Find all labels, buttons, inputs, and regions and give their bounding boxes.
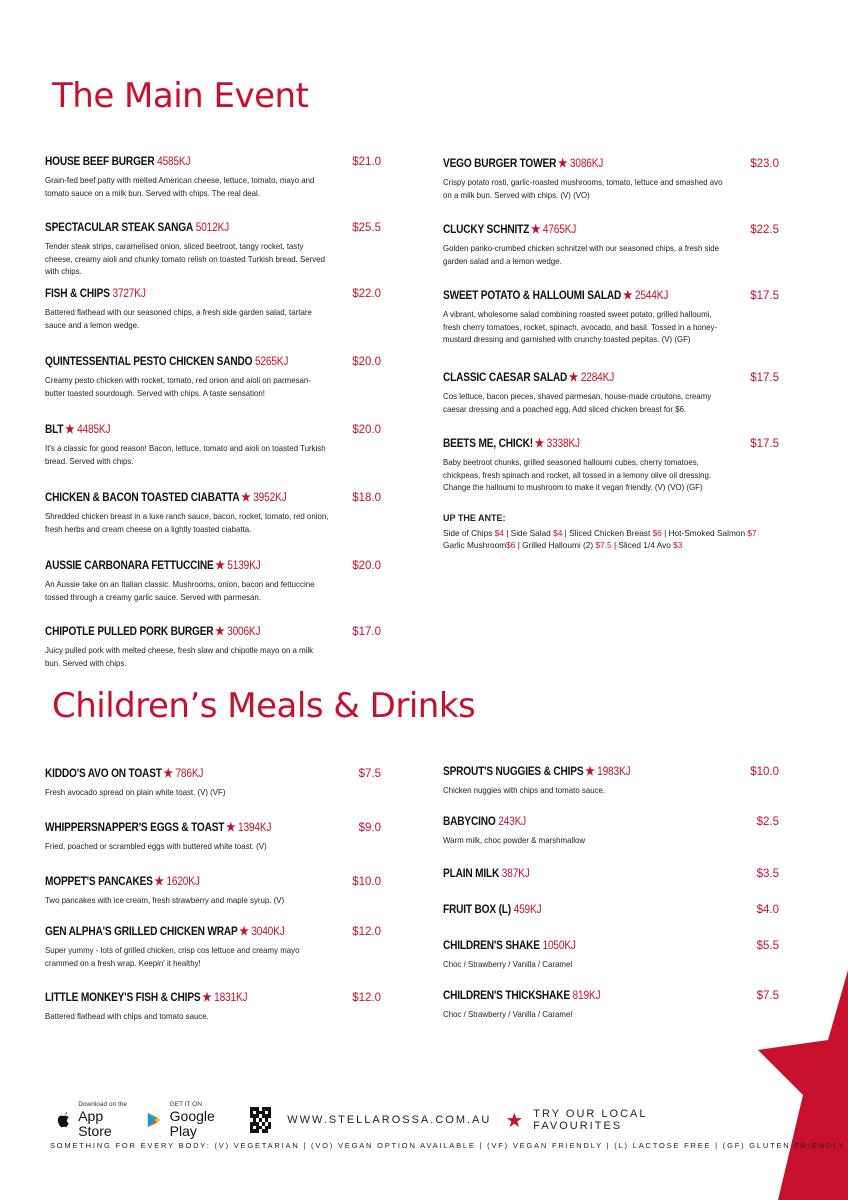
menu-item-name: GEN ALPHA'S GRILLED CHICKEN WRAP xyxy=(45,926,238,938)
menu-item xyxy=(45,356,381,399)
menu-item xyxy=(45,156,381,199)
menu-item-description: A vibrant, wholesome salad combining roasted sweet potato, grilled halloumi, fresh cherry tomatoes, rocket, spinach, avocado, and basil. Tossed in a honey-mustard dressing and garnished with crunchy toasted pepitas. (V) (GF) xyxy=(443,309,718,344)
menu-item xyxy=(443,764,779,797)
star-icon: ★ xyxy=(215,558,225,572)
menu-item-price: $17.5 xyxy=(750,290,779,302)
menu-item-kj: 1983KJ xyxy=(597,766,631,778)
menu-item xyxy=(443,940,779,971)
addon-label: | Hot-Smoked Salmon xyxy=(661,528,748,538)
addon-label: | Sliced 1/4 Avo xyxy=(611,540,674,550)
qr-code-icon[interactable] xyxy=(250,1107,271,1133)
menu-item-price: $20.0 xyxy=(352,356,381,368)
menu-item-kj: 5139KJ xyxy=(227,560,261,572)
menu-item-kj: 459KJ xyxy=(513,904,542,916)
menu-item-title xyxy=(45,766,203,780)
menu-item-name: HOUSE BEEF BURGER xyxy=(45,156,155,168)
menu-item-description: Juicy pulled pork with melted cheese, fresh slaw and chipotle mayo on a milk bun. Served with chips. xyxy=(45,645,314,668)
menu-item-price: $22.0 xyxy=(352,288,381,300)
menu-item xyxy=(45,490,381,535)
menu-item-header xyxy=(45,766,381,780)
menu-item-price: $23.0 xyxy=(750,158,779,170)
menu-item-title xyxy=(45,288,146,300)
menu-item-title xyxy=(45,874,200,888)
star-icon: ★ xyxy=(226,820,236,834)
menu-item-kj: 2284KJ xyxy=(580,372,615,384)
menu-item-kj: 819KJ xyxy=(572,990,601,1002)
menu-item-name: AUSSIE CARBONARA FETTUCCINE xyxy=(45,560,214,572)
menu-item xyxy=(443,816,779,847)
menu-item-price: $3.5 xyxy=(756,868,779,880)
google-play-icon xyxy=(147,1110,161,1130)
menu-item xyxy=(45,874,381,907)
addon-price: $7 xyxy=(747,528,757,538)
menu-item-name: CHILDREN'S THICKSHAKE xyxy=(443,990,570,1002)
menu-item-description: An Aussie take on an Italian classic. Mushrooms, onion, bacon and fettuccine tossed through a creamy garlic sauce. Served with parmesan. xyxy=(45,579,315,602)
menu-item xyxy=(443,370,779,415)
decorative-star-icon xyxy=(758,930,848,1200)
menu-item xyxy=(443,288,779,346)
menu-item-description: Creamy pesto chicken with rocket, tomato, red onion and aioli on parmesan-butter toasted sourdough. Served with chips. A taste sensation! xyxy=(45,375,311,398)
up-the-ante-title: UP THE ANTE: xyxy=(443,513,506,523)
menu-item-title xyxy=(443,816,526,828)
menu-item-name: LITTLE MONKEY'S FISH & CHIPS xyxy=(45,992,201,1004)
menu-item-price: $12.0 xyxy=(352,992,381,1004)
menu-item-name: BLT xyxy=(45,424,64,436)
app-store-text: App Store xyxy=(78,1108,112,1139)
menu-item-description: Battered flathead with our seasoned chips, a fresh side garden salad, tartare sauce and a lemon wedge. xyxy=(45,307,312,330)
menu-item-description: Tender steak strips, caramelised onion, sliced beetroot, tangy rocket, tasty cheese, creamy aioli and chunky tomato relish on toasted Turkish bread. Served with chips. xyxy=(45,241,325,276)
addon-label: | Grilled Halloumi (2) xyxy=(515,540,596,550)
footer xyxy=(56,1100,696,1140)
star-icon: ★ xyxy=(154,874,164,888)
menu-item-header xyxy=(45,624,381,638)
menu-item-title xyxy=(45,222,229,234)
menu-item xyxy=(443,222,779,267)
menu-item-header xyxy=(45,222,381,234)
apple-icon xyxy=(56,1110,70,1130)
menu-item-description: Two pancakes with ice cream, fresh strawberry and maple syrup. (V) xyxy=(45,895,285,905)
addon-price: $6 xyxy=(652,528,662,538)
menu-item-price: $17.5 xyxy=(750,438,779,450)
menu-item-price: $10.0 xyxy=(352,876,381,888)
menu-item-title xyxy=(443,868,530,880)
menu-item xyxy=(443,436,779,494)
children-title: Children’s Meals & Drinks xyxy=(52,686,476,726)
menu-item xyxy=(45,624,381,669)
menu-item-title xyxy=(443,288,668,302)
menu-item-kj: 3952KJ xyxy=(253,492,287,504)
addon-label: | Side Salad xyxy=(503,528,554,538)
menu-item xyxy=(45,924,381,969)
menu-item-description: Fried, poached or scrambled eggs with buttered white toast. (V) xyxy=(45,841,267,851)
menu-item-header xyxy=(45,874,381,888)
up-the-ante xyxy=(443,512,773,551)
menu-item-title xyxy=(443,990,600,1002)
menu-item-price: $20.0 xyxy=(352,560,381,572)
menu-item-header xyxy=(45,558,381,572)
menu-item-title xyxy=(443,904,541,916)
menu-item-kj: 1394KJ xyxy=(238,822,272,834)
app-store-small-text: Download on the xyxy=(78,1101,128,1108)
star-icon: ★ xyxy=(163,766,173,780)
menu-item-name: SWEET POTATO & HALLOUMI SALAD xyxy=(443,290,622,302)
menu-item-description: Choc / Strawberry / Vanilla / Caramel xyxy=(443,1009,573,1019)
menu-item-header xyxy=(45,820,381,834)
menu-item-price: $21.0 xyxy=(352,156,381,168)
menu-item-name: SPROUT'S NUGGIES & CHIPS xyxy=(443,766,584,778)
addon-price: $7.5 xyxy=(595,540,612,550)
menu-item-price: $17.0 xyxy=(352,626,381,638)
menu-item-name: CLASSIC CAESAR SALAD xyxy=(443,372,568,384)
star-icon: ★ xyxy=(622,288,633,302)
menu-item-price: $7.5 xyxy=(358,768,381,780)
menu-item-name: CHICKEN & BACON TOASTED CIABATTA xyxy=(45,492,240,504)
menu-item-name: VEGO BURGER TOWER xyxy=(443,158,557,170)
menu-item-kj: 1620KJ xyxy=(166,876,200,888)
main-event-title: The Main Event xyxy=(52,76,309,116)
menu-item-price: $9.0 xyxy=(358,822,381,834)
website-link[interactable]: WWW.STELLAROSSA.COM.AU xyxy=(287,1114,492,1126)
star-icon: ★ xyxy=(534,436,545,450)
menu-item-description: Battered flathead with chips and tomato sauce. xyxy=(45,1011,209,1021)
menu-item-header xyxy=(443,868,779,880)
menu-item-title xyxy=(45,990,247,1004)
favourites-text: TRY OUR LOCAL FAVOURITES xyxy=(533,1108,648,1132)
menu-item-header xyxy=(443,904,779,916)
menu-item xyxy=(45,766,381,799)
google-play-small-text: GET IT ON xyxy=(169,1101,202,1108)
google-play-badge[interactable] xyxy=(147,1101,230,1139)
menu-item-title xyxy=(45,558,261,572)
menu-item xyxy=(45,422,381,467)
star-icon: ★ xyxy=(530,222,541,236)
menu-item-description: Baby beetroot chunks, grilled seasoned halloumi cubes, cherry tomatoes, chickpeas, fresh spinach and rocket, all tossed in a lemony olive oil dressing. Change the halloumi to mushroom to make it vegan friendly. (V) (VO) (GF) xyxy=(443,457,712,492)
menu-item-header xyxy=(45,356,381,368)
menu-item-name: SPECTACULAR STEAK SANGA xyxy=(45,222,194,234)
menu-item-name: CHILDREN'S SHAKE xyxy=(443,940,540,952)
menu-item xyxy=(45,288,381,331)
menu-item-kj: 5265KJ xyxy=(254,356,289,368)
menu-item-title xyxy=(443,370,614,384)
addon-price: $3 xyxy=(673,540,683,550)
menu-item-description: Fresh avocado spread on plain white toast. (V) (VF) xyxy=(45,787,226,797)
menu-item xyxy=(443,904,779,916)
menu-item-header xyxy=(443,764,779,778)
addon-price: $4 xyxy=(553,528,563,538)
menu-item-title xyxy=(443,436,580,450)
addon-price: $4 xyxy=(494,528,504,538)
menu-item xyxy=(45,990,381,1023)
menu-item-title xyxy=(443,940,576,952)
menu-item-kj: 3338KJ xyxy=(546,438,580,450)
menu-item-name: KIDDO'S AVO ON TOAST xyxy=(45,768,162,780)
menu-item-description: Cos lettuce, bacon pieces, shaved parmesan, house-made croutons, creamy caesar dressing and a poached egg. Add sliced chicken breast for $6. xyxy=(443,391,712,414)
menu-item-header xyxy=(45,288,381,300)
menu-item-title xyxy=(45,820,271,834)
menu-item-description: Super yummy - lots of grilled chicken, crisp cos lettuce and creamy mayo crammed on a fresh wrap. Keepin' it healthy! xyxy=(45,945,300,968)
menu-item-header xyxy=(45,422,381,436)
menu-item-description: Warm milk, choc powder & marshmallow xyxy=(443,835,586,845)
menu-item-title xyxy=(443,222,576,236)
menu-item-price: $20.0 xyxy=(352,424,381,436)
menu-item-header xyxy=(443,288,779,302)
menu-item-header xyxy=(45,924,381,938)
menu-item-kj: 5012KJ xyxy=(195,222,230,234)
menu-item-price: $12.0 xyxy=(352,926,381,938)
menu-item-kj: 4585KJ xyxy=(157,156,191,168)
menu-item-header xyxy=(45,156,381,168)
favourites-tagline xyxy=(505,1108,696,1133)
star-icon: ★ xyxy=(215,624,225,638)
menu-item-name: BEETS ME, CHICK! xyxy=(443,438,533,450)
addon-price: $6 xyxy=(506,540,516,550)
menu-item-description: It's a classic for good reason! Bacon, lettuce, tomato and aioli on toasted Turkish bread. Served with chips. xyxy=(45,443,326,466)
menu-item-price: $4.0 xyxy=(756,904,779,916)
menu-item-kj: 3727KJ xyxy=(112,288,146,300)
menu-item-price: $10.0 xyxy=(750,766,779,778)
menu-item xyxy=(443,868,779,880)
menu-item-description: Shredded chicken breast in a luxe ranch sauce, bacon, rocket, tomato, red onion, fresh herbs and cream cheese on a lightly toasted ciabatta. xyxy=(45,511,329,534)
menu-item-title xyxy=(443,156,603,170)
menu-item-title xyxy=(45,624,260,638)
menu-item-title xyxy=(45,356,288,368)
menu-item-description: Grain-fed beef patty with melted American cheese, lettuce, tomato, mayo and tomato sauce on a milk bun. Served with chips. The real deal. xyxy=(45,175,315,198)
menu-item-description: Golden panko-crumbed chicken schnitzel with our seasoned chips, a fresh side garden salad and a lemon wedge. xyxy=(443,243,720,266)
menu-item-kj: 3040KJ xyxy=(251,926,285,938)
menu-item-title xyxy=(443,764,630,778)
menu-item-name: BABYCINO xyxy=(443,816,496,828)
up-the-ante-line-1 xyxy=(443,527,773,539)
menu-item-title xyxy=(45,924,285,938)
menu-item xyxy=(443,990,779,1021)
menu-item-kj: 2544KJ xyxy=(634,290,669,302)
app-store-badge[interactable] xyxy=(56,1101,127,1139)
menu-item-kj: 1050KJ xyxy=(542,940,576,952)
menu-item xyxy=(443,156,779,201)
menu-item-description: Choc / Strawberry / Vanilla / Caramel xyxy=(443,959,573,969)
menu-item-name: WHIPPERSNAPPER'S EGGS & TOAST xyxy=(45,822,225,834)
menu-item-name: MOPPET'S PANCAKES xyxy=(45,876,153,888)
menu-item xyxy=(45,558,381,603)
menu-item-kj: 3086KJ xyxy=(569,158,604,170)
addon-label: Side of Chips xyxy=(443,528,495,538)
menu-item-kj: 243KJ xyxy=(498,816,527,828)
star-icon: ★ xyxy=(202,990,212,1004)
star-icon: ★ xyxy=(65,422,75,436)
menu-item-name: QUINTESSENTIAL PESTO CHICKEN SANDO xyxy=(45,356,253,368)
menu-item-header xyxy=(443,940,779,952)
menu-item-price: $2.5 xyxy=(756,816,779,828)
menu-item-title xyxy=(45,490,286,504)
menu-item-kj: 3006KJ xyxy=(227,626,261,638)
menu-item-header xyxy=(443,816,779,828)
menu-item-name: CLUCKY SCHNITZ xyxy=(443,224,530,236)
menu-item-title xyxy=(45,156,190,168)
menu-item-kj: 4765KJ xyxy=(542,224,577,236)
menu-item-header xyxy=(443,370,779,384)
menu-item-header xyxy=(443,222,779,236)
menu-item-header xyxy=(45,490,381,504)
menu-item-title xyxy=(45,422,110,436)
menu-item-header xyxy=(443,990,779,1002)
menu-item-header xyxy=(443,436,779,450)
menu-item-price: $18.0 xyxy=(352,492,381,504)
menu-item-kj: 387KJ xyxy=(501,868,530,880)
menu-item-kj: 786KJ xyxy=(175,768,204,780)
star-icon: ★ xyxy=(505,1109,526,1132)
up-the-ante-line-2 xyxy=(443,539,773,551)
star-icon: ★ xyxy=(568,370,579,384)
menu-item-header xyxy=(45,990,381,1004)
menu-item xyxy=(45,820,381,853)
google-play-text: Google Play xyxy=(169,1108,215,1139)
menu-item-kj: 4485KJ xyxy=(77,424,111,436)
addon-label: | Sliced Chicken Breast xyxy=(562,528,653,538)
menu-item xyxy=(45,222,381,278)
menu-item-kj: 1831KJ xyxy=(214,992,248,1004)
menu-item-price: $17.5 xyxy=(750,372,779,384)
menu-item-price: $5.5 xyxy=(756,940,779,952)
menu-item-name: FRUIT BOX (L) xyxy=(443,904,511,916)
menu-item-name: CHIPOTLE PULLED PORK BURGER xyxy=(45,626,214,638)
dietary-legend: SOMETHING FOR EVERY BODY: (V) VEGETARIAN | (VO) VEGAN OPTION AVAILABLE | (VF) VEGAN FRIENDLY | (L) LACTOSE FREE | (GF) GLUTEN FRIENDLY xyxy=(50,1141,846,1150)
menu-item-price: $22.5 xyxy=(750,224,779,236)
star-icon: ★ xyxy=(239,924,249,938)
star-icon: ★ xyxy=(241,490,251,504)
menu-item-price: $7.5 xyxy=(756,990,779,1002)
menu-item-name: PLAIN MILK xyxy=(443,868,500,880)
menu-item-price: $25.5 xyxy=(352,222,381,234)
star-icon: ★ xyxy=(557,156,568,170)
menu-item-description: Chicken nuggies with chips and tomato sauce. xyxy=(443,785,606,795)
menu-item-header xyxy=(443,156,779,170)
star-icon: ★ xyxy=(585,764,595,778)
menu-item-description: Crispy potato rosti, garlic-roasted mushrooms, tomato, lettuce and smashed avo on a milk bun. Served with chips. (V) (VO) xyxy=(443,177,723,200)
menu-item-name: FISH & CHIPS xyxy=(45,288,110,300)
addon-label: Garlic Mushroom xyxy=(443,540,507,550)
